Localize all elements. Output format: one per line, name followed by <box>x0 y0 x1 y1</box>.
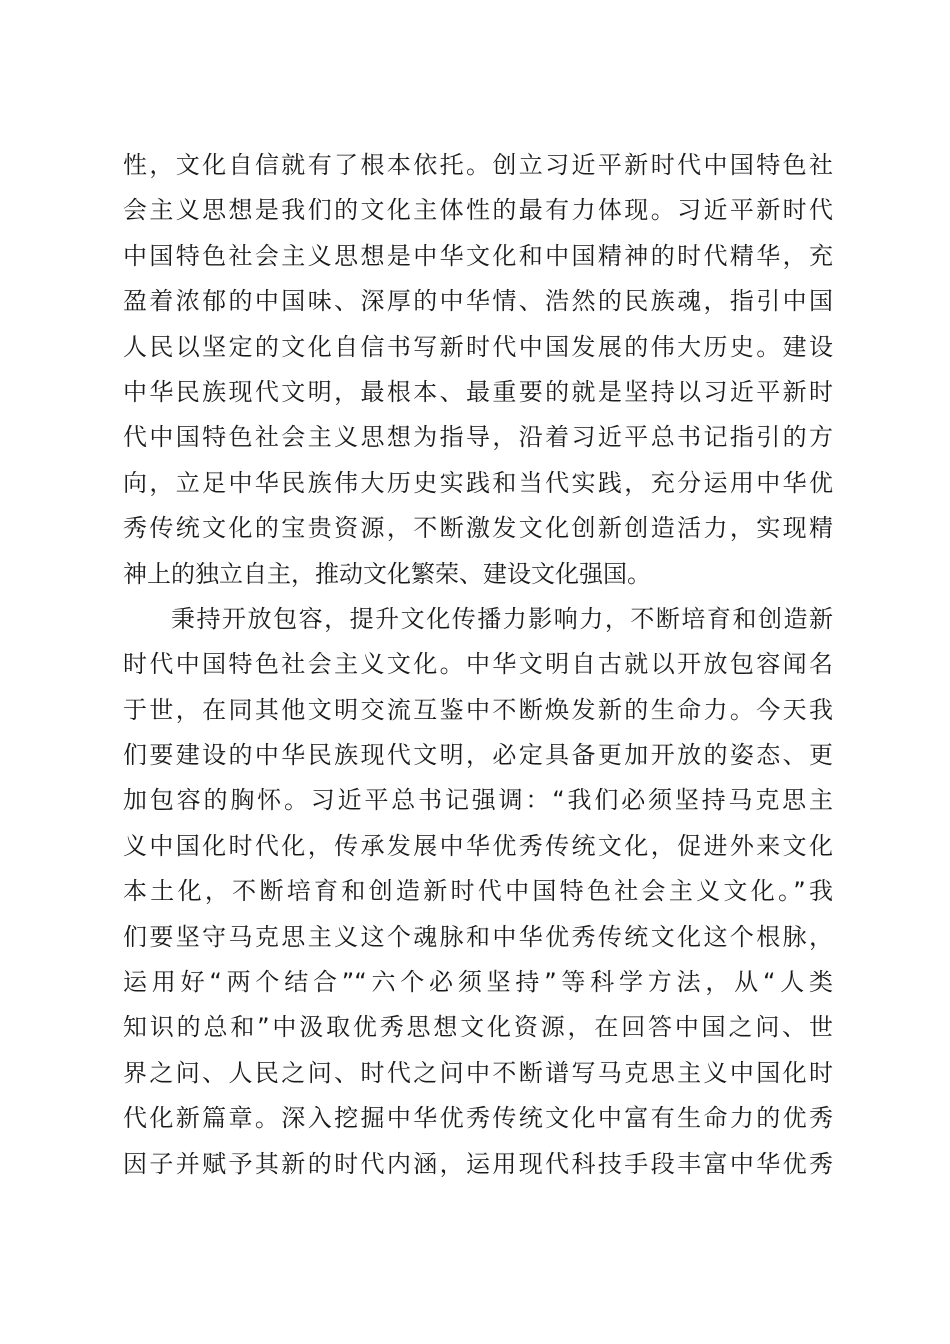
paragraph-1-line-3: 中国特色社会主义思想是中华文化和中国精神的时代精华，充 <box>123 241 833 270</box>
paragraph-2-line-9: 运用好“两个结合”“六个必须坚持”等科学方法，从“人类 <box>123 968 833 997</box>
paragraph-2-line-10: 知识的总和”中汲取优秀思想文化资源，在回答中国之问、世 <box>123 1013 833 1042</box>
paragraph-2-line-2: 时代中国特色社会主义文化。中华文明自古就以开放包容闻名 <box>123 650 833 679</box>
paragraph-1-line-7: 代中国特色社会主义思想为指导，沿着习近平总书记指引的方 <box>123 423 833 452</box>
paragraph-1-line-1: 性，文化自信就有了根本依托。创立习近平新时代中国特色社 <box>123 151 833 179</box>
paragraph-1-line-8: 向，立足中华民族伟大历史实践和当代实践，充分运用中华优 <box>123 468 833 497</box>
paragraph-2-line-11: 界之问、人民之问、时代之问中不断谱写马克思主义中国化时 <box>123 1058 833 1087</box>
paragraph-2-line-12: 代化新篇章。深入挖掘中华优秀传统文化中富有生命力的优秀 <box>123 1104 833 1133</box>
paragraph-1-line-5: 人民以坚定的文化自信书写新时代中国发展的伟大历史。建设 <box>123 332 833 361</box>
paragraph-1-line-9: 秀传统文化的宝贵资源，不断激发文化创新创造活力，实现精 <box>123 514 833 543</box>
paragraph-2-line-4: 们要建设的中华民族现代文明，必定具备更加开放的姿态、更 <box>123 741 833 770</box>
paragraph-2-line-3: 于世，在同其他文明交流互鉴中不断焕发新的生命力。今天我 <box>123 695 833 724</box>
paragraph-2-line-5: 加包容的胸怀。习近平总书记强调：“我们必须坚持马克思主 <box>123 786 833 815</box>
paragraph-1-line-6: 中华民族现代文明，最根本、最重要的就是坚持以习近平新时 <box>123 377 833 406</box>
paragraph-1-line-10: 神上的独立自主，推动文化繁荣、建设文化强国。 <box>123 559 651 588</box>
paragraph-1-line-2: 会主义思想是我们的文化主体性的最有力体现。习近平新时代 <box>123 196 833 225</box>
paragraph-2-line-8: 们要坚守马克思主义这个魂脉和中华优秀传统文化这个根脉， <box>123 922 833 951</box>
paragraph-2-line-1: 秉持开放包容，提升文化传播力影响力，不断培育和创造新 <box>171 604 833 633</box>
paragraph-2-line-6: 义中国化时代化，传承发展中华优秀传统文化，促进外来文化 <box>123 831 833 860</box>
body-text <box>123 143 833 1187</box>
paragraph-2-line-7: 本土化，不断培育和创造新时代中国特色社会主义文化。”我 <box>123 877 833 906</box>
paragraph-2-line-13: 因子并赋予其新的时代内涵，运用现代科技手段丰富中华优秀 <box>123 1149 833 1178</box>
paragraph-1-line-4: 盈着浓郁的中国味、深厚的中华情、浩然的民族魂，指引中国 <box>123 287 833 316</box>
